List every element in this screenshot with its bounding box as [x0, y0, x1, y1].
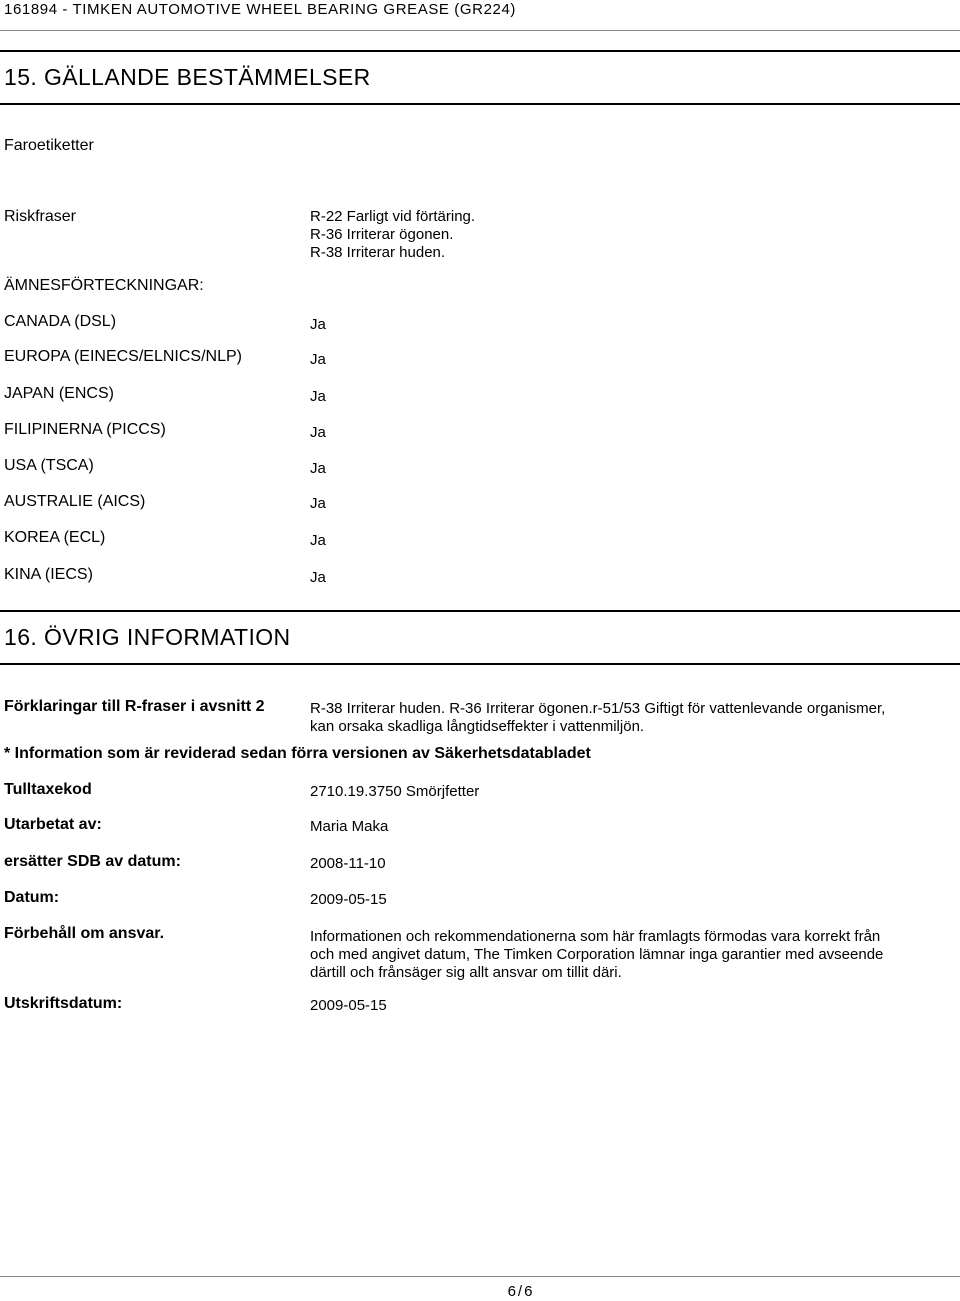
section-15-rule-top: [0, 50, 960, 52]
inventory-value: Ja: [310, 460, 326, 477]
supersedes-value: 2008-11-10: [310, 855, 386, 872]
disclaimer-line: därtill och frånsäger sig allt ansvar om tillit däri.: [310, 964, 622, 981]
risk-phrase: R-38 Irriterar huden.: [310, 244, 446, 261]
page-current: 6: [507, 1283, 516, 1300]
disclaimer-label: Förbehåll om ansvar.: [4, 925, 165, 942]
section-16-rule-bottom: [0, 663, 960, 665]
supersedes-label: ersätter SDB av datum:: [4, 853, 181, 870]
inventories-label: ÄMNESFÖRTECKNINGAR:: [4, 277, 204, 294]
print-date-label: Utskriftsdatum:: [4, 995, 123, 1012]
prepared-by-label: Utarbetat av:: [4, 816, 102, 833]
r-phrase-explanation-text: [310, 700, 955, 736]
page-total: 6: [524, 1283, 533, 1300]
inventory-value: Ja: [310, 351, 326, 368]
inventory-name: USA (TSCA): [4, 457, 94, 474]
revision-note: * Information som är reviderad sedan förra versionen av Säkerhetsdatabladet: [4, 745, 591, 762]
date-value: 2009-05-15: [310, 891, 387, 908]
r-phrase-explanation-line: R-38 Irriterar huden. R-36 Irriterar ögonen.r-51/53 Giftigt för vattenlevande organismer,: [310, 700, 886, 717]
customs-code-value: 2710.19.3750 Smörjfetter: [310, 783, 480, 800]
page-header-title: 161894 - TIMKEN AUTOMOTIVE WHEEL BEARING GREASE (GR224): [4, 1, 517, 18]
section-16-rule-top: [0, 610, 960, 612]
inventory-name: KINA (IECS): [4, 566, 93, 583]
footer-rule: [0, 1276, 960, 1277]
r-phrase-explanation-label: Förklaringar till R-fraser i avsnitt 2: [4, 698, 265, 715]
section-15-rule-bottom: [0, 103, 960, 105]
disclaimer-text: [310, 928, 955, 982]
inventory-name: JAPAN (ENCS): [4, 385, 114, 402]
header-rule: [0, 30, 960, 31]
customs-code-label: Tulltaxekod: [4, 781, 92, 798]
hazard-labels-label: Faroetiketter: [4, 137, 94, 154]
inventory-value: Ja: [310, 424, 326, 441]
page-number: [0, 1283, 960, 1300]
inventory-name: AUSTRALIE (AICS): [4, 493, 146, 510]
section-16-heading: 16. ÖVRIG INFORMATION: [4, 624, 291, 650]
risk-phrases-label: Riskfraser: [4, 208, 77, 225]
risk-phrases-list: [310, 208, 475, 262]
inventory-name: KOREA (ECL): [4, 529, 106, 546]
inventory-value: Ja: [310, 388, 326, 405]
section-15-heading: 15. GÄLLANDE BESTÄMMELSER: [4, 64, 371, 90]
inventory-name: FILIPINERNA (PICCS): [4, 421, 166, 438]
inventory-name: CANADA (DSL): [4, 313, 117, 330]
disclaimer-line: Informationen och rekommendationerna som här framlagts förmodas vara korrekt från: [310, 928, 881, 945]
inventory-value: Ja: [310, 495, 326, 512]
risk-phrase: R-22 Farligt vid förtäring.: [310, 208, 476, 225]
print-date-value: 2009-05-15: [310, 997, 387, 1014]
prepared-by-value: Maria Maka: [310, 818, 389, 835]
page-separator: /: [517, 1283, 523, 1300]
inventory-value: Ja: [310, 569, 326, 586]
date-label: Datum:: [4, 889, 60, 906]
inventory-value: Ja: [310, 532, 326, 549]
disclaimer-line: och med angivet datum, The Timken Corporation lämnar inga garantier med avseende: [310, 946, 884, 963]
risk-phrase: R-36 Irriterar ögonen.: [310, 226, 454, 243]
inventory-value: Ja: [310, 316, 326, 333]
r-phrase-explanation-line: kan orsaka skadliga långtidseffekter i vattenmiljön.: [310, 718, 645, 735]
inventory-name: EUROPA (EINECS/ELNICS/NLP): [4, 348, 242, 365]
